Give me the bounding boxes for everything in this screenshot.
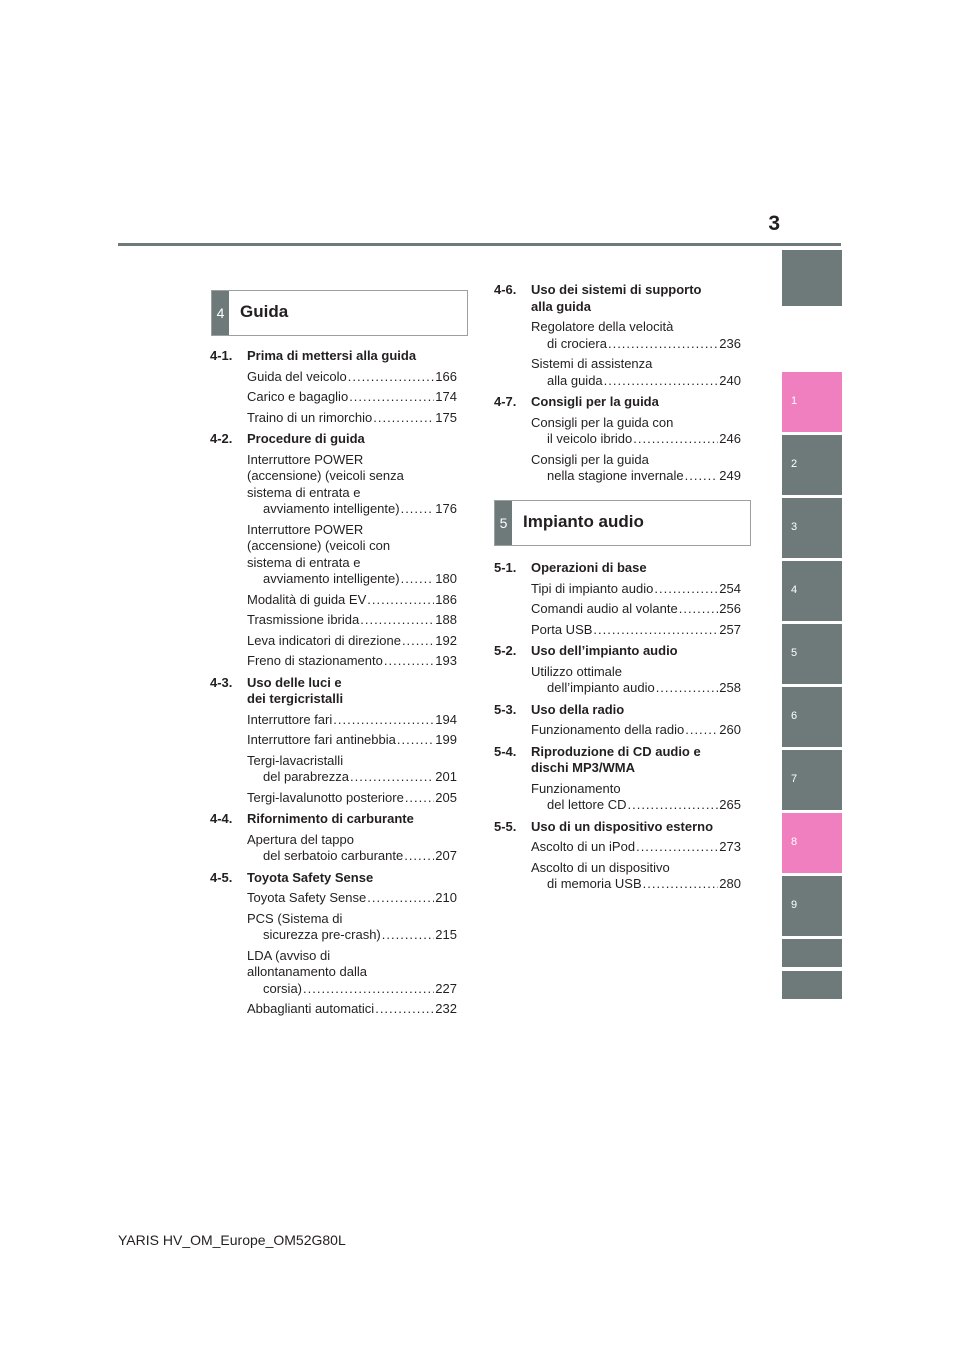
- toc-entry[interactable]: [494, 356, 741, 389]
- subsection-title: Operazioni di base: [531, 560, 647, 575]
- subsection-title: Prima di mettersi alla guida: [247, 348, 417, 363]
- toc-column-right-top: [494, 282, 741, 485]
- entry-title: Tergi-lavalunotto posteriore: [247, 789, 404, 805]
- toc-entry[interactable]: [494, 722, 741, 739]
- page-reference: 176: [435, 501, 457, 516]
- entry-title-start: Regolatore della velocità: [531, 319, 674, 334]
- dot-leader: [384, 653, 434, 670]
- entry-title: corsia): [263, 980, 303, 996]
- toc-subsection-heading[interactable]: [494, 744, 741, 777]
- entry-title: Modalità di guida EV: [247, 591, 367, 607]
- page-reference: 254: [719, 580, 741, 596]
- toc-entry[interactable]: [494, 601, 741, 618]
- entry-title: alla guida: [547, 372, 603, 388]
- dot-leader: [654, 581, 718, 598]
- toc-entry[interactable]: [494, 452, 741, 485]
- subsection-title: Toyota Safety Sense: [247, 869, 374, 885]
- page-reference: 174: [435, 389, 457, 404]
- page-reference: 273: [719, 839, 741, 854]
- dot-leader: [685, 468, 719, 485]
- toc-entry[interactable]: [210, 522, 457, 588]
- subsection-code: 5-4.: [494, 743, 517, 759]
- dot-leader: [373, 410, 434, 427]
- toc-entry[interactable]: [494, 839, 741, 856]
- page-reference: 175: [435, 409, 457, 425]
- entry-title: il veicolo ibrido: [547, 431, 633, 446]
- subsection-code: 4-1.: [210, 348, 233, 363]
- dot-leader: [636, 839, 718, 856]
- entry-title: Abbaglianti automatici: [247, 1001, 375, 1016]
- dot-leader: [397, 732, 434, 749]
- entry-title-start: Consigli per la guida con: [531, 414, 674, 430]
- dot-leader: [404, 848, 434, 865]
- dot-leader: [350, 769, 434, 786]
- document-footer: YARIS HV_OM_Europe_OM52G80L: [118, 1232, 346, 1248]
- entry-title-start: PCS (Sistema di: [247, 910, 343, 926]
- section-title: Guida: [240, 302, 289, 321]
- chapter-tab-9[interactable]: [782, 876, 842, 936]
- page-reference: 201: [435, 769, 457, 784]
- subsection-code: 4-4.: [210, 811, 233, 826]
- entry-title: Tipi di impianto audio: [531, 580, 654, 596]
- page-reference: 193: [435, 653, 457, 668]
- entry-title: Funzionamento della radio: [531, 722, 685, 737]
- chapter-tab-5[interactable]: [782, 624, 842, 684]
- subsection-code: 5-5.: [494, 818, 517, 834]
- entry-title: avviamento intelligente): [263, 501, 400, 516]
- toc-entry[interactable]: [210, 653, 457, 670]
- entry-title-start: LDA (avviso di allontanamento dalla: [247, 947, 367, 979]
- subsection-title: Procedure di guida: [247, 431, 365, 446]
- subsection-code: 5-3.: [494, 701, 517, 717]
- dot-leader: [627, 797, 718, 814]
- toc-subsection-heading[interactable]: [494, 819, 741, 836]
- page-reference: 207: [435, 848, 457, 863]
- page-reference: 260: [719, 722, 741, 737]
- chapter-tab-blank[interactable]: [782, 250, 842, 306]
- dot-leader: [349, 389, 434, 406]
- toc-subsection-heading[interactable]: [494, 282, 741, 315]
- dot-leader: [604, 373, 719, 390]
- dot-leader: [633, 431, 718, 448]
- chapter-tab-label: 3: [791, 521, 798, 533]
- toc-entry[interactable]: [210, 732, 457, 749]
- toc-entry[interactable]: [210, 1001, 457, 1018]
- toc-entry[interactable]: [494, 664, 741, 697]
- subsection-code: 5-1.: [494, 560, 517, 575]
- dot-leader: [593, 622, 718, 639]
- toc-column-left: [210, 348, 457, 1018]
- subsection-code: 4-3.: [210, 674, 233, 690]
- page-reference: 240: [719, 372, 741, 388]
- toc-entry[interactable]: [210, 410, 457, 427]
- entry-title: Interruttore fari: [247, 711, 333, 727]
- toc-entry[interactable]: [210, 890, 457, 907]
- toc-entry[interactable]: [210, 633, 457, 650]
- dot-leader: [367, 890, 434, 907]
- page-reference: 249: [719, 468, 741, 483]
- toc-subsection-heading[interactable]: [494, 560, 741, 577]
- header-rule: [118, 243, 841, 246]
- toc-entry[interactable]: [494, 319, 741, 352]
- entry-title: Comandi audio al volante: [531, 601, 678, 616]
- page-reference: 194: [435, 711, 457, 727]
- subsection-title: Rifornimento di carburante: [247, 811, 414, 826]
- toc-entry[interactable]: [494, 781, 741, 814]
- chapter-tab-2[interactable]: [782, 435, 842, 495]
- dot-leader: [303, 981, 434, 998]
- toc-subsection-heading[interactable]: [210, 348, 457, 365]
- toc-entry[interactable]: [210, 712, 457, 729]
- dot-leader: [643, 876, 719, 893]
- chapter-tab-label: 2: [791, 458, 798, 470]
- dot-leader: [679, 601, 719, 618]
- page-reference: 258: [719, 680, 741, 695]
- toc-subsection-heading[interactable]: [210, 675, 457, 708]
- page-reference: 236: [719, 335, 741, 351]
- chapter-tab-label: 8: [791, 836, 798, 848]
- subsection-title: Riproduzione di CD audio e dischi MP3/WMA: [531, 743, 701, 775]
- toc-subsection-heading[interactable]: [210, 811, 457, 828]
- dot-leader: [685, 722, 718, 739]
- entry-title: Traino di un rimorchio: [247, 409, 373, 425]
- entry-title: dell’impianto audio: [547, 680, 655, 695]
- page-reference: 280: [719, 876, 741, 891]
- chapter-tab-3[interactable]: [782, 498, 842, 558]
- page-reference: 257: [719, 621, 741, 637]
- toc-entry[interactable]: [494, 860, 741, 893]
- page-reference: 232: [435, 1001, 457, 1016]
- entry-title-start: Interruttore POWER (accensione) (veicoli con sistema di entrata e: [247, 521, 391, 570]
- section-number: 4: [212, 291, 229, 335]
- section-title: Impianto audio: [523, 512, 644, 531]
- dot-leader: [401, 571, 435, 588]
- chapter-tab-7[interactable]: [782, 750, 842, 810]
- section-header-4: [211, 290, 468, 336]
- dot-leader: [401, 501, 435, 518]
- entry-title-start: Ascolto di un dispositivo: [531, 859, 670, 875]
- chapter-tab-label: 4: [791, 584, 798, 596]
- chapter-tab-label: 7: [791, 773, 798, 785]
- subsection-code: 5-2.: [494, 643, 517, 658]
- entry-title-start: Funzionamento: [531, 780, 621, 796]
- entry-title: di crociera: [547, 335, 607, 351]
- toc-subsection-heading[interactable]: [210, 431, 457, 448]
- page-reference: 265: [719, 797, 741, 812]
- page-reference: 188: [435, 612, 457, 627]
- subsection-title: Consigli per la guida: [531, 394, 659, 409]
- page-number: 3: [768, 212, 780, 235]
- chapter-tab-6[interactable]: [782, 687, 842, 747]
- entry-title: Toyota Safety Sense: [247, 890, 367, 905]
- dot-leader: [405, 790, 434, 807]
- dot-leader: [656, 680, 719, 697]
- toc-entry[interactable]: [210, 753, 457, 786]
- chapter-tab-label: 9: [791, 899, 798, 911]
- dot-leader: [348, 369, 435, 386]
- chapter-tab-label: 5: [791, 647, 798, 659]
- page-reference: 205: [435, 789, 457, 805]
- toc-entry[interactable]: [210, 612, 457, 629]
- toc-entry[interactable]: [494, 581, 741, 598]
- entry-title: Trasmissione ibrida: [247, 612, 360, 627]
- toc-entry[interactable]: [210, 911, 457, 944]
- toc-entry[interactable]: [210, 948, 457, 998]
- entry-title: Guida del veicolo: [247, 368, 347, 384]
- chapter-tab-blank[interactable]: [782, 939, 842, 967]
- toc-entry[interactable]: [210, 832, 457, 865]
- subsection-title: Uso di un dispositivo esterno: [531, 818, 714, 834]
- chapter-tab-label: 6: [791, 710, 798, 722]
- entry-title-start: Tergi-lavacristalli: [247, 752, 344, 768]
- page-reference: 215: [435, 927, 457, 942]
- subsection-code: 4-6.: [494, 282, 517, 297]
- entry-title: Leva indicatori di direzione: [247, 632, 401, 648]
- entry-title: avviamento intelligente): [263, 571, 400, 586]
- subsection-title: Uso dei sistemi di supporto alla guida: [531, 282, 702, 314]
- entry-title: Freno di stazionamento: [247, 653, 383, 668]
- subsection-title: Uso delle luci e dei tergicristalli: [247, 674, 344, 706]
- toc-subsection-heading[interactable]: [210, 870, 457, 887]
- entry-title: sicurezza pre-crash): [263, 927, 381, 942]
- dot-leader: [360, 612, 434, 629]
- chapter-tab-1[interactable]: [782, 372, 842, 432]
- dot-leader: [333, 712, 434, 729]
- page-reference: 246: [719, 431, 741, 446]
- entry-title: Carico e bagaglio: [247, 389, 349, 404]
- page-reference: 256: [719, 601, 741, 616]
- dot-leader: [375, 1001, 434, 1018]
- chapter-tab-8[interactable]: [782, 813, 842, 873]
- page-reference: 166: [435, 368, 457, 384]
- chapter-tab-label: 1: [791, 395, 798, 407]
- page-reference: 192: [435, 632, 457, 648]
- entry-title: del parabrezza: [263, 769, 349, 784]
- toc-entry[interactable]: [210, 592, 457, 609]
- page-reference: 199: [435, 732, 457, 747]
- entry-title: Porta USB: [531, 621, 593, 637]
- page-reference: 180: [435, 571, 457, 586]
- entry-title-start: Sistemi di assistenza: [531, 356, 653, 371]
- entry-title: Ascolto di un iPod: [531, 839, 636, 854]
- toc-subsection-heading[interactable]: [494, 702, 741, 719]
- section-header-5: [494, 500, 751, 546]
- entry-title-start: Utilizzo ottimale: [531, 663, 623, 679]
- entry-title-start: Apertura del tappo: [247, 831, 354, 847]
- section-number: 5: [495, 501, 512, 545]
- dot-leader: [402, 633, 434, 650]
- page-reference: 210: [435, 890, 457, 905]
- subsection-code: 4-7.: [494, 394, 517, 409]
- toc-subsection-heading[interactable]: [494, 394, 741, 411]
- subsection-title: Uso della radio: [531, 701, 625, 717]
- entry-title: Interruttore fari antinebbia: [247, 732, 396, 747]
- toc-entry[interactable]: [210, 369, 457, 386]
- subsection-code: 4-5.: [210, 869, 233, 885]
- entry-title-start: Consigli per la guida: [531, 451, 649, 467]
- toc-column-right-bottom: [494, 560, 741, 893]
- toc-entry[interactable]: [210, 389, 457, 406]
- toc-entry[interactable]: [494, 622, 741, 639]
- toc-entry[interactable]: [494, 415, 741, 448]
- dot-leader: [608, 336, 718, 353]
- entry-title: di memoria USB: [547, 876, 642, 891]
- subsection-code: 4-2.: [210, 431, 233, 446]
- entry-title: del lettore CD: [547, 797, 627, 812]
- chapter-tab-4[interactable]: [782, 561, 842, 621]
- toc-entry[interactable]: [210, 452, 457, 518]
- entry-title: del serbatoio carburante: [263, 848, 404, 863]
- toc-entry[interactable]: [210, 790, 457, 807]
- dot-leader: [367, 592, 434, 609]
- page-reference: 186: [435, 591, 457, 607]
- toc-subsection-heading[interactable]: [494, 643, 741, 660]
- page-reference: 227: [435, 980, 457, 996]
- subsection-title: Uso dell’impianto audio: [531, 643, 678, 658]
- dot-leader: [382, 927, 435, 944]
- chapter-tab-blank[interactable]: [782, 971, 842, 999]
- entry-title-start: Interruttore POWER (accensione) (veicoli senza sistema di entrata e: [247, 451, 404, 500]
- entry-title: nella stagione invernale: [547, 468, 684, 483]
